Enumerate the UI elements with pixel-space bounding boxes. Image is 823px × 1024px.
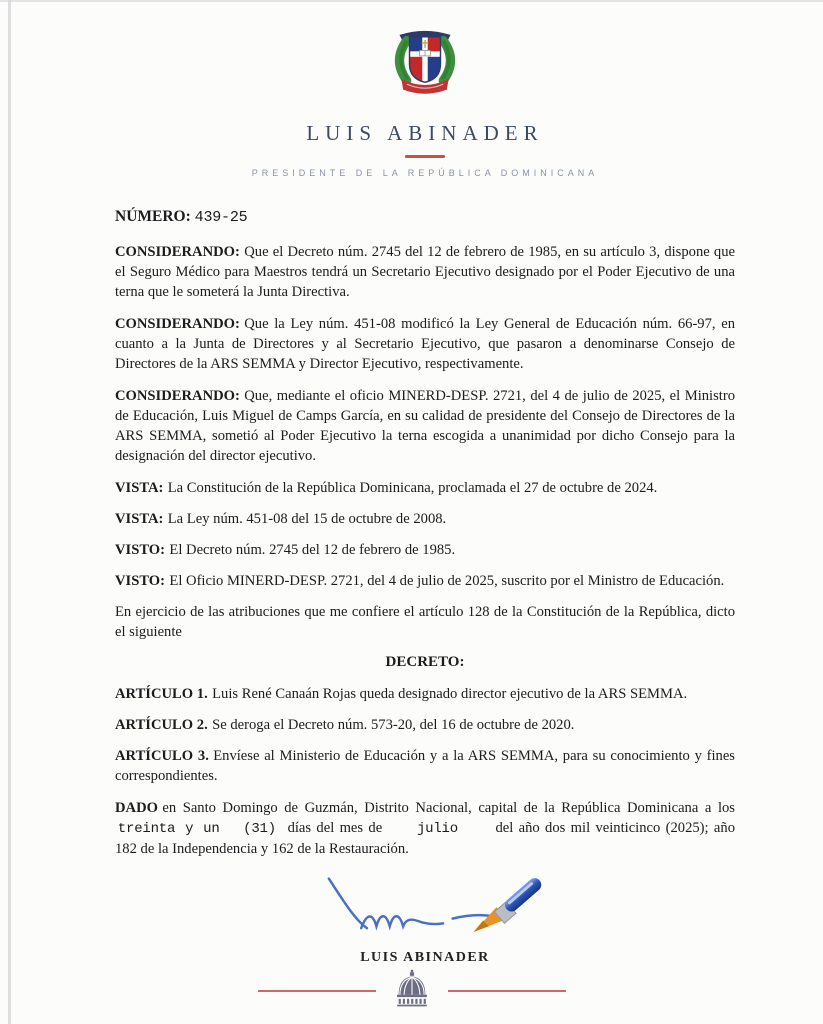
- paragraph-lead: CONSIDERANDO:: [115, 244, 240, 260]
- considerando-paragraph-2: [115, 314, 735, 374]
- dado-lead: DADO: [115, 800, 158, 816]
- article-lead: ARTÍCULO 2.: [115, 717, 208, 733]
- footer-rule-right: [448, 990, 566, 992]
- red-divider: [405, 155, 445, 158]
- paragraph-text: Que la Ley núm. 451-08 modificó la Ley General de Educación núm. 66-97, en cuanto a la Junta de Directores y al Secretario Ejecutivo, que pasaron a denominarse Consejo de Directores de la ARS SEMMA y Director Ejecutivo, respectivamente.: [115, 316, 735, 372]
- footer-rule-left: [258, 990, 376, 992]
- article-2-paragraph: [115, 715, 735, 735]
- day-number-fill: (31): [243, 821, 276, 837]
- dome-icon: [392, 967, 432, 1014]
- paragraph-text: Que el Decreto núm. 2745 del 12 de febrero de 1985, en su artículo 3, dispone que el Seguro Médico para Maestros tendrá un Secretario Ejecutivo designado por el Poder Ejecutivo de una terna que le someterá la Junta Directiva.: [115, 244, 735, 300]
- day-words-fill: treinta y un: [117, 821, 220, 837]
- paragraph-text: El Decreto núm. 2745 del 12 de febrero de 1985.: [169, 542, 456, 558]
- dado-paragraph: [115, 798, 735, 859]
- visto-paragraph-1: [115, 540, 735, 560]
- paragraph-text: La Ley núm. 451-08 del 15 de octubre de 2008.: [167, 511, 447, 527]
- page-footer: [0, 967, 823, 1014]
- vista-paragraph-2: [115, 509, 735, 529]
- article-1-paragraph: [115, 684, 735, 704]
- vista-paragraph-1: [115, 478, 735, 498]
- dado-text-3: del año dos mil veinticinco (2025); año 182 de la Independencia y 162 de la Restauración.: [115, 820, 735, 857]
- president-subtitle: PRESIDENTE DE LA REPÚBLICA DOMINICANA: [251, 168, 599, 178]
- decree-number-label: NÚMERO:: [115, 208, 191, 225]
- considerando-paragraph-3: [115, 386, 735, 466]
- decree-heading: DECRETO:: [385, 654, 465, 670]
- month-fill: julio: [416, 821, 458, 837]
- article-text: Luis René Canaán Rojas queda designado director ejecutivo de la ARS SEMMA.: [212, 686, 688, 702]
- visto-paragraph-2: [115, 571, 735, 591]
- dado-text-2: días del mes de: [287, 820, 383, 836]
- article-3-paragraph: [115, 746, 735, 786]
- paragraph-text: La Constitución de la República Dominicana, proclamada el 27 de octubre de 2024.: [167, 480, 658, 496]
- article-text: Se deroga el Decreto núm. 573-20, del 16 de octubre de 2020.: [212, 717, 575, 733]
- paragraph-lead: VISTA:: [115, 511, 164, 527]
- considerando-paragraph-1: [115, 242, 735, 302]
- signature-name: LUIS ABINADER: [360, 950, 490, 965]
- decree-number-value: 439-25: [194, 209, 248, 226]
- president-name: LUIS ABINADER: [306, 121, 544, 145]
- paintbrush-icon: [474, 875, 544, 932]
- paragraph-lead: CONSIDERANDO:: [115, 388, 240, 404]
- decree-number-line: [115, 208, 735, 226]
- coat-of-arms-icon: [379, 24, 471, 111]
- paragraph-text: El Oficio MINERD-DESP. 2721, del 4 de julio de 2025, suscrito por el Ministro de Educación.: [169, 573, 725, 589]
- paragraph-lead: VISTO:: [115, 542, 166, 558]
- signature-block: [115, 871, 735, 966]
- paragraph-lead: VISTA:: [115, 480, 164, 496]
- article-lead: ARTÍCULO 3.: [115, 748, 209, 764]
- paragraph-lead: VISTO:: [115, 573, 166, 589]
- preamble-paragraph: En ejercicio de las atribuciones que me confiere el artículo 128 de la Constitución de la República, dicto el siguiente: [115, 604, 735, 640]
- dado-text-1: en Santo Domingo de Guzmán, Distrito Nacional, capital de la República Dominicana a los: [162, 800, 735, 816]
- letterhead: [115, 24, 735, 178]
- article-lead: ARTÍCULO 1.: [115, 686, 208, 702]
- article-text: Envíese al Ministerio de Educación y a la ARS SEMMA, para su conocimiento y fines correspondientes.: [115, 748, 735, 784]
- paragraph-text: Que, mediante el oficio MINERD-DESP. 2721, del 4 de julio de 2025, el Ministro de Educación, Luis Miguel de Camps García, en su calidad de presidente del Consejo de Directores de la ARS SEMMA, sometió al Poder Ejecutivo la terna escogida a unanimidad por dicho Consejo para la designación del director ejecutivo.: [115, 388, 735, 464]
- paragraph-lead: CONSIDERANDO:: [115, 316, 240, 332]
